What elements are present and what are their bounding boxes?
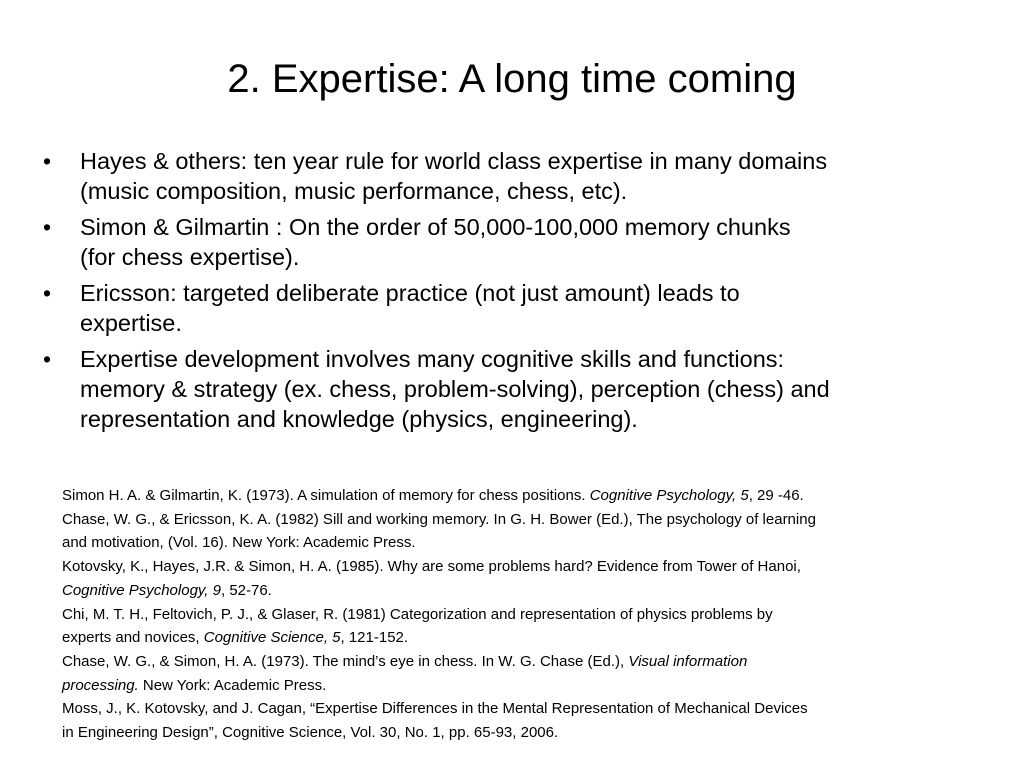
reference-italic: processing. xyxy=(62,676,139,694)
reference-line xyxy=(62,697,982,721)
bullet-line: Ericsson: targeted deliberate practice (not just amount) leads to xyxy=(80,280,740,306)
bullet-item xyxy=(40,344,1000,434)
reference-text: Chase, W. G., & Simon, H. A. (1973). The mind’s eye in chess. In W. G. Chase (Ed.), xyxy=(62,652,629,670)
reference-line xyxy=(62,531,982,555)
slide-title: 2. Expertise: A long time coming xyxy=(227,57,797,101)
reference-text: Chi, M. T. H., Feltovich, P. J., & Glaser, R. (1981) Categorization and representation of physics problems by xyxy=(62,605,773,623)
bullet-marker: • xyxy=(43,148,52,174)
bullet-line: expertise. xyxy=(80,310,182,336)
reference-line xyxy=(62,603,982,627)
bullet-line: Simon & Gilmartin : On the order of 50,000-100,000 memory chunks xyxy=(80,214,791,240)
bullet-line: (for chess expertise). xyxy=(80,244,300,270)
reference-text: , 121-152. xyxy=(340,629,409,647)
reference-italic: Cognitive Psychology, 9 xyxy=(62,581,221,599)
reference-text: Simon H. A. & Gilmartin, K. (1973). A simulation of memory for chess positions. xyxy=(62,487,590,504)
reference-line xyxy=(62,674,982,698)
reference-text: , 29 -46. xyxy=(748,487,804,504)
bullet-line: memory & strategy (ex. chess, problem-solving), perception (chess) and xyxy=(80,376,830,402)
bullet-line: representation and knowledge (physics, engineering). xyxy=(80,406,638,432)
bullet-line: (music composition, music performance, chess, etc). xyxy=(80,178,628,204)
reference-text: and motivation, (Vol. 16). New York: Academic Press. xyxy=(62,534,416,552)
reference-text: Kotovsky, K., Hayes, J.R. & Simon, H. A. (1985). Why are some problems hard? Evidence from Tower of Hanoi, xyxy=(62,558,801,576)
references xyxy=(62,484,982,745)
reference-line xyxy=(62,721,982,745)
reference-line xyxy=(62,626,982,650)
bullet-item xyxy=(40,146,1000,206)
bullet-marker: • xyxy=(43,346,52,372)
bullet-marker: • xyxy=(43,280,52,306)
reference-text: , 52-76. xyxy=(220,581,272,599)
reference-text: Moss, J., K. Kotovsky, and J. Cagan, “Expertise Differences in the Mental Representation of Mechanical Devices xyxy=(62,700,808,718)
reference-line xyxy=(62,579,982,603)
reference-text: experts and novices, xyxy=(62,629,204,647)
reference-line xyxy=(62,650,982,674)
reference-line xyxy=(62,484,982,508)
reference-line xyxy=(62,555,982,579)
reference-text: Chase, W. G., & Ericsson, K. A. (1982) Sill and working memory. In G. H. Bower (Ed.), The psychology of learning xyxy=(62,510,816,528)
reference-italic: Visual information xyxy=(628,652,748,670)
reference-line xyxy=(62,508,982,532)
reference-text: New York: Academic Press. xyxy=(138,676,327,694)
bullet-line: Expertise development involves many cognitive skills and functions: xyxy=(80,346,785,372)
bullet-list xyxy=(40,146,1000,440)
bullet-item xyxy=(40,278,1000,338)
reference-italic: Cognitive Psychology, 5 xyxy=(589,487,749,504)
bullet-marker: • xyxy=(43,214,52,240)
bullet-line: Hayes & others: ten year rule for world class expertise in many domains xyxy=(80,148,828,174)
bullet-item xyxy=(40,212,1000,272)
reference-text: in Engineering Design”, Cognitive Science, Vol. 30, No. 1, pp. 65-93, 2006. xyxy=(62,724,559,742)
reference-italic: Cognitive Science, 5 xyxy=(203,629,341,647)
